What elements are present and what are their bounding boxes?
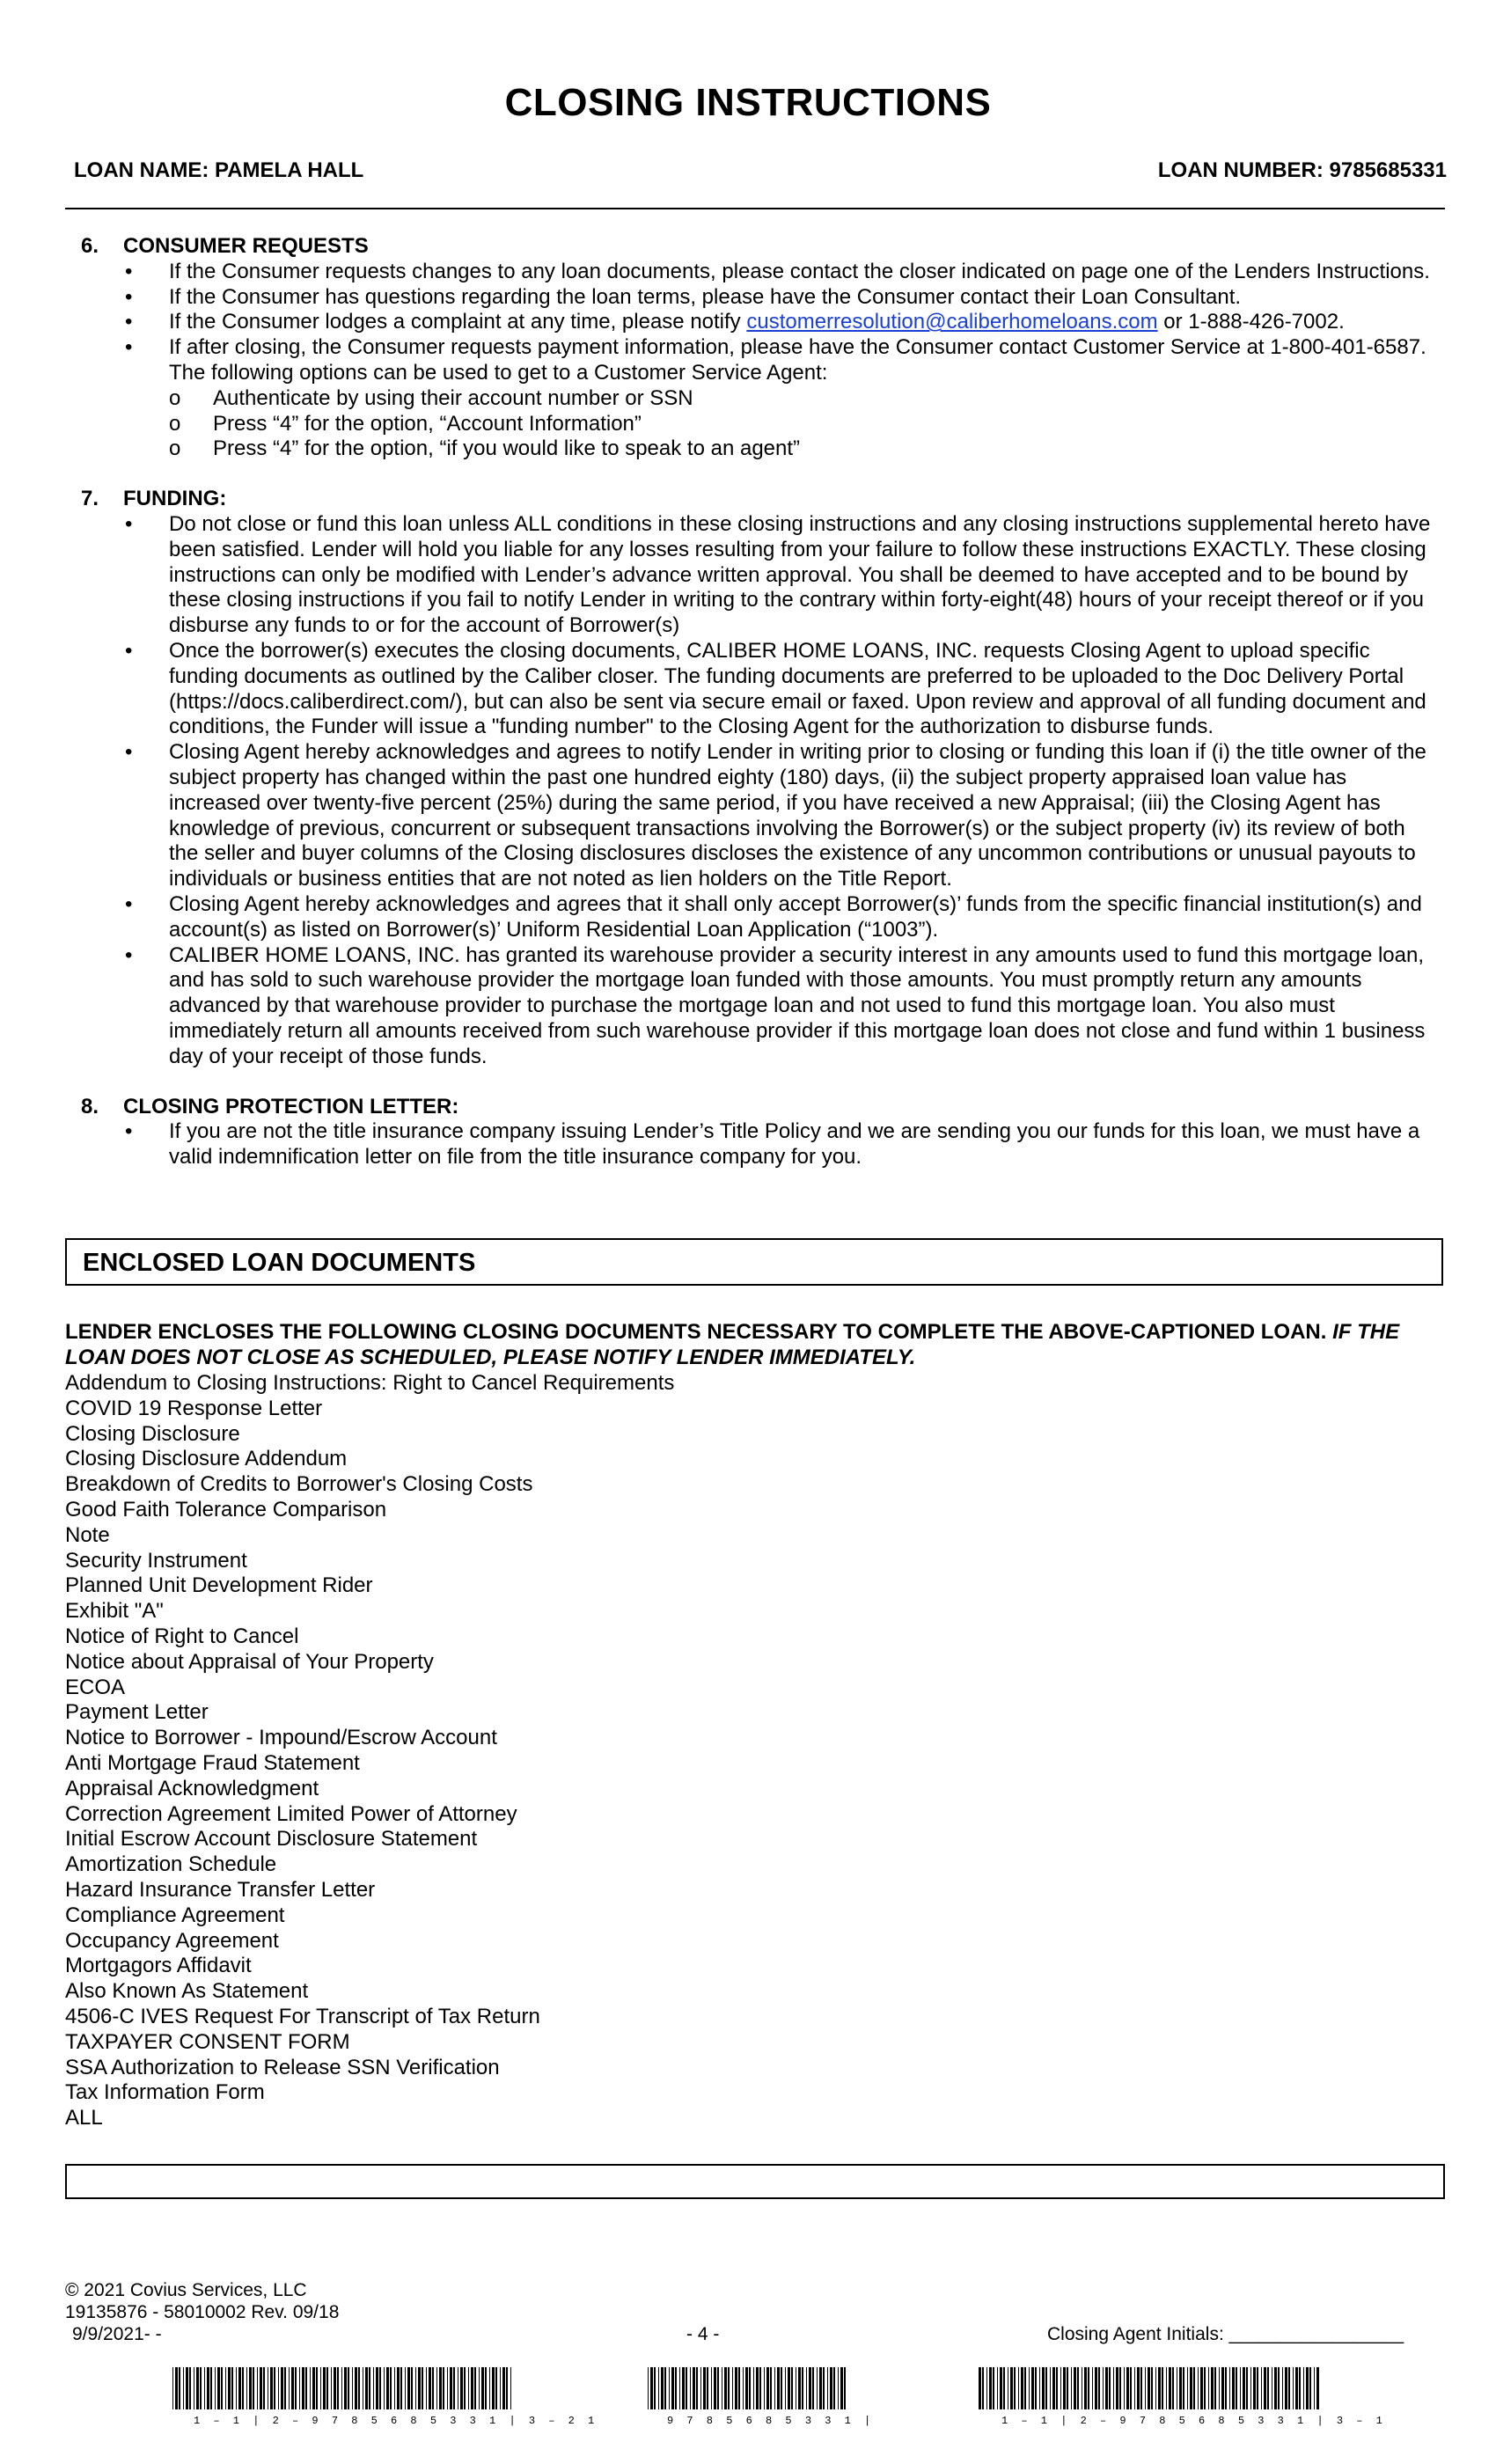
enclosed-documents-heading-box [65,1238,1443,1286]
document-list-item: Also Known As Statement [65,1979,309,2004]
section-title: FUNDING: [123,487,227,511]
bullet-item: • If you are not the title insurance company issuing Lender’s Title Policy and we are sending you our funds for this loan, we must have a valid indemnification letter on file from the title insurance company for you. [65,1119,1445,1170]
footer-left [65,2279,339,2345]
enclosed-documents-heading: ENCLOSED LOAN DOCUMENTS [83,1249,476,1277]
empty-box [65,2164,1445,2199]
enclosed-document-list [65,1371,1121,2131]
barcode-left-text: 1 – 1 | 2 – 9 7 8 5 6 8 5 3 3 1 | 3 – 2 1 [194,2415,598,2427]
barcode-right [979,2367,1320,2409]
page-number: - 4 - [686,2324,720,2344]
sub-bullet-item: o Authenticate by using their account number or SSN [169,386,1436,412]
document-list-item: Closing Disclosure [65,1421,240,1446]
document-list-item: Exhibit "A" [65,1599,164,1624]
section-number: 6. [81,234,99,258]
document-list-item: Payment Letter [65,1700,209,1725]
header-divider [65,208,1445,209]
lender-statement [65,1320,1445,1371]
copyright: © 2021 Covius Services, LLC [65,2280,307,2300]
bullet-text: or 1-888-426-7002. [1157,310,1345,334]
barcode-center-text: 9 7 8 5 6 8 5 3 3 1 | [667,2415,875,2427]
document-list-item: Notice to Borrower - Impound/Escrow Account [65,1726,497,1750]
document-list-item: 4506-C IVES Request For Transcript of Tax Return [65,2004,540,2028]
bullet-item: • If the Consumer requests changes to any loan documents, please contact the closer indicated on page one of the Lenders Instructions. [65,260,1445,285]
loan-name: LOAN NAME: PAMELA HALL [74,158,364,182]
document-list-item: COVID 19 Response Letter [65,1396,323,1420]
section-title: CONSUMER REQUESTS [123,234,369,258]
instruction-sections [65,234,1445,1195]
document-list-item: ECOA [65,1675,126,1699]
footer-date: 9/9/2021- - [72,2324,162,2344]
section-consumer-requests [65,234,1445,462]
bullet-item: • If the Consumer has questions regarding the loan terms, please have the Consumer contact their Loan Consultant. [65,285,1445,311]
lender-statement-text: LENDER ENCLOSES THE FOLLOWING CLOSING DOCUMENTS NECESSARY TO COMPLETE THE ABOVE-CAPTIONED LOAN. [65,1320,1333,1344]
document-list-item: Good Faith Tolerance Comparison [65,1497,387,1522]
section-title: CLOSING PROTECTION LETTER: [123,1094,459,1118]
section-funding [65,487,1445,1069]
page-title: CLOSING INSTRUCTIONS [504,81,992,124]
bullet-item: • Closing Agent hereby acknowledges and agrees that it shall only accept Borrower(s)’ funds from the specific financial institution(s) and account(s) as listed on Borrower(s)’ Uniform Residential Loan Application (“1003”). [65,892,1445,943]
document-list-item: Occupancy Agreement [65,1928,279,1953]
bullet-item: • Do not close or fund this loan unless ALL conditions in these closing instructions and any closing instructions supplemental hereto have been satisfied. Lender will hold you liable for any losses resulting from your failure to follow these instructions EXACTLY. These closing instructions can only be modified with Lender’s advance written approval. You shall be deemed to have accepted and to be bound by these closing instructions if you fail to notify Lender in writing to the contrary within forty-eight(48) hours of your receipt thereof or if you disburse any funds to or for the account of Borrower(s) [65,512,1445,639]
loan-header [74,158,1447,183]
section-heading [65,487,1445,512]
barcode-center [648,2367,847,2409]
sub-bullet-item: o Press “4” for the option, “Account Information” [169,412,1436,437]
document-list-item: Security Instrument [65,1548,247,1573]
section-heading [65,234,1445,260]
document-list-item: Appraisal Acknowledgment [65,1776,319,1800]
bullet-item [65,310,1445,335]
document-list-item: Note [65,1522,110,1547]
barcode-right-text: 1 – 1 | 2 – 9 7 8 5 6 8 5 3 3 1 | 3 – 1 [1001,2415,1386,2427]
section-number: 7. [81,487,99,511]
barcode-left [172,2367,514,2409]
document-list-item: Tax Information Form [65,2080,265,2105]
document-list-item: Initial Escrow Account Disclosure Statement [65,1827,478,1852]
section-number: 8. [81,1094,99,1118]
sub-bullet-item: o Press “4” for the option, “if you would like to speak to an agent” [169,436,1436,462]
document-list-item: Notice about Appraisal of Your Property [65,1649,434,1674]
section-closing-protection-letter [65,1095,1445,1170]
bullet-item: • Once the borrower(s) executes the closing documents, CALIBER HOME LOANS, INC. requests Closing Agent to upload specific funding documents as outlined by the Caliber closer. The funding documents are preferred to be uploaded to the Doc Delivery Portal (https://docs.caliberdirect.com/), but can also be sent via secure email or faxed. Upon review and approval of all funding document and conditions, the Funder will issue a "funding number" to the Closing Agent for the authorization to disburse funds. [65,639,1445,740]
bullet-item [65,335,1445,462]
document-list-item: Mortgagors Affidavit [65,1954,252,1978]
closing-agent-initials: Closing Agent Initials: _________________ [1047,2324,1404,2344]
document-list-item: Hazard Insurance Transfer Letter [65,1877,376,1902]
document-list-item: Notice of Right to Cancel [65,1624,299,1648]
bullet-item: • CALIBER HOME LOANS, INC. has granted its warehouse provider a security interest in any amounts used to fund this mortgage loan, and has sold to such warehouse provider the mortgage loan funded with those amounts. You must promptly return any amounts advanced by that warehouse provider to purchase the mortgage loan and not used to fund this mortgage loan. You also must immediately return all amounts received from such warehouse provider if this mortgage loan does not close and fund within 1 business day of your receipt of those funds. [65,943,1445,1070]
bullet-item: • Closing Agent hereby acknowledges and agrees to notify Lender in writing prior to closing or funding this loan if (i) the title owner of the subject property has changed within the past one hundred eighty (180) days, (ii) the subject property appraised loan value has increased over twenty-five percent (25%) during the same period, if you have received a new Appraisal; (iii) the Closing Agent has knowledge of previous, concurrent or subsequent transactions involving the Borrower(s) or the subject property (iv) its review of both the seller and buyer columns of the Closing disclosures discloses the existence of any uncommon contributions or unusual payouts to individuals or business entities that are not noted as lien holders on the Title Report. [65,740,1445,892]
document-list-item: ALL [65,2106,103,2130]
document-list-item: Addendum to Closing Instructions: Right to Cancel Requirements [65,1371,675,1395]
document-list-item: Compliance Agreement [65,1903,285,1927]
loan-number: LOAN NUMBER: 9785685331 [1157,158,1447,182]
document-list-item: Breakdown of Credits to Borrower's Closing Costs [65,1472,533,1497]
section-heading [65,1095,1445,1120]
document-list-item: Anti Mortgage Fraud Statement [65,1750,360,1775]
document-list-item: SSA Authorization to Release SSN Verification [65,2055,500,2079]
document-list-item: Amortization Schedule [65,1852,277,1877]
complaint-email-link[interactable]: customerresolution@caliberhomeloans.com [746,310,1158,334]
lender-notice-italic: IF THE LOAN DOES NOT CLOSE AS SCHEDULED, PLEASE NOTIFY LENDER IMMEDIATELY. [65,1320,1400,1369]
document-list-item: TAXPAYER CONSENT FORM [65,2029,350,2054]
document-list-item: Closing Disclosure Addendum [65,1447,348,1471]
form-id: 19135876 - 58010002 Rev. 09/18 [65,2302,340,2322]
document-list-item: Correction Agreement Limited Power of Attorney [65,1801,517,1826]
document-list-item: Planned Unit Development Rider [65,1573,373,1598]
bullet-text: If the Consumer lodges a complaint at any time, please notify [169,310,747,334]
bullet-text: If after closing, the Consumer requests payment information, please have the Consumer contact Customer Service at 1-800-401-6587. The following options can be used to get to a Customer Service Agent: [169,335,1426,385]
